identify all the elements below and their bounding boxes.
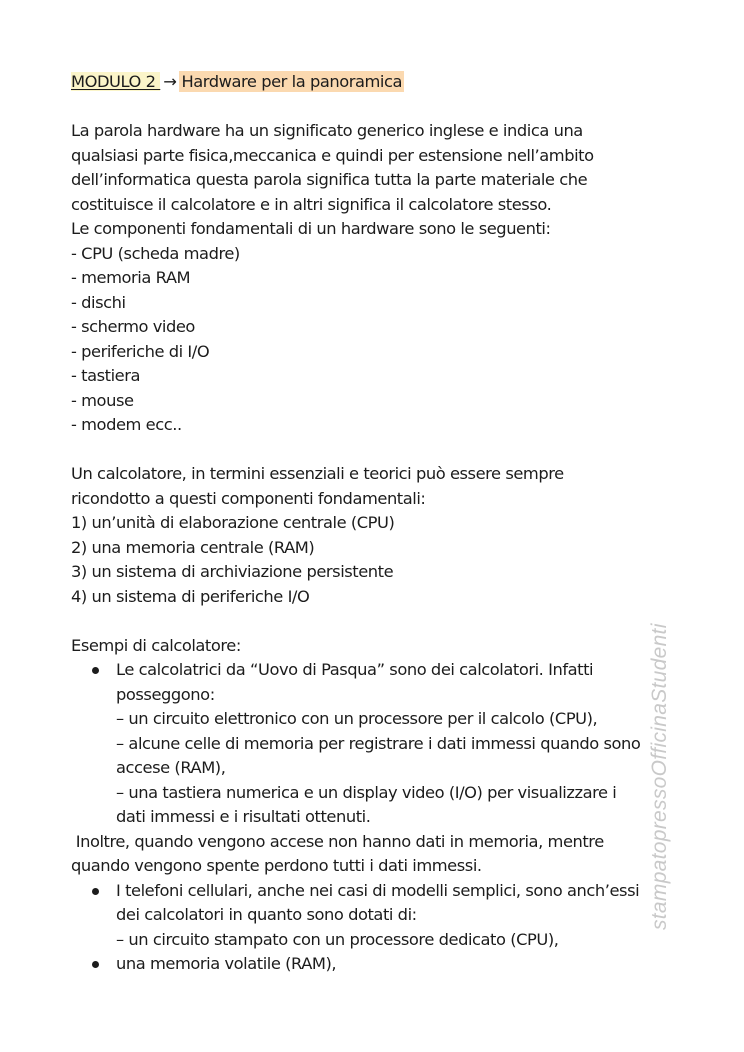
text-line: dei calcolatori in quanto sono dotati di: — [116, 905, 417, 924]
text-line: – un circuito elettronico con un processore per il calcolo (CPU), — [116, 709, 598, 728]
text-line: posseggono: — [116, 684, 215, 704]
text-line: La parola hardware ha un significato generico inglese e indica una — [71, 121, 583, 140]
list-item: - memoria RAM — [71, 268, 191, 287]
text-line: costituisce il calcolatore e in altri significa il calcolatore stesso. — [71, 194, 552, 214]
document-page — [71, 70, 681, 977]
list-item: - schermo video — [71, 317, 195, 336]
text-line: I telefoni cellulari, anche nei casi di modelli semplici, sono anch’essi — [116, 880, 640, 900]
bullet-icon — [92, 952, 100, 977]
examples-heading: Esempi di calcolatore: — [71, 635, 241, 655]
bullet-item-calculators — [71, 658, 681, 830]
bullet-icon — [92, 879, 100, 904]
list-item: 4) un sistema di periferiche I/O — [71, 586, 310, 606]
list-item: - periferiche di I/O — [71, 341, 210, 361]
text-line: – alcune celle di memoria per registrare i dati immessi quando sono — [116, 733, 641, 753]
text-line: qualsiasi parte fisica,meccanica e quindi per estensione nell’ambito — [71, 145, 594, 165]
text-line: – un circuito stampato con un processore dedicato (CPU), — [116, 929, 559, 949]
text-line: – una tastiera numerica e un display video (I/O) per visualizzare i — [116, 782, 617, 802]
text-line: Inoltre, quando vengono accese non hanno dati in memoria, mentre — [71, 831, 604, 851]
list-item: - CPU (scheda madre) — [71, 243, 240, 263]
watermark: stampatopressoOfficinaStudenti — [648, 623, 671, 930]
title-line — [71, 70, 681, 95]
list-item: - modem ecc.. — [71, 415, 182, 434]
text-line: Le calcolatrici da “Uovo di Pasqua” sono dei calcolatori. Infatti — [116, 660, 594, 679]
intro-paragraph — [71, 119, 681, 242]
list-item: 3) un sistema di archiviazione persistente — [71, 562, 394, 581]
bullet-item-memory — [71, 952, 681, 977]
text-line: quando vengono spente perdono tutti i dati immessi. — [71, 856, 482, 875]
spacer — [71, 438, 681, 463]
spacer — [71, 609, 681, 634]
numbered-list — [71, 511, 681, 609]
text-line: Le componenti fondamentali di un hardware sono le seguenti: — [71, 219, 551, 238]
list-item: - tastiera — [71, 366, 140, 385]
list-item: - dischi — [71, 292, 126, 312]
after-bullet-paragraph — [71, 830, 681, 879]
bullet-icon — [92, 658, 100, 683]
text-line: Un calcolatore, in termini essenziali e teorici può essere sempre — [71, 464, 564, 483]
module-label: MODULO 2 — [71, 72, 161, 91]
arrow-icon: → — [163, 72, 177, 91]
text-line: una memoria volatile (RAM), — [116, 954, 337, 973]
list-item: 2) una memoria centrale (RAM) — [71, 537, 315, 557]
bullet-item-phones — [71, 879, 681, 953]
text-line: accese (RAM), — [116, 758, 226, 777]
text-line: dell’informatica questa parola significa tutta la parte materiale che — [71, 170, 588, 189]
page-title: Hardware per la panoramica — [181, 72, 403, 91]
list-item: 1) un’unità di elaborazione centrale (CPU) — [71, 513, 395, 532]
text-line: ricondotto a questi componenti fondamentali: — [71, 488, 426, 508]
calculator-paragraph — [71, 462, 681, 511]
list-item: - mouse — [71, 390, 134, 410]
components-list — [71, 242, 681, 438]
text-line: dati immessi e i risultati ottenuti. — [116, 807, 371, 826]
